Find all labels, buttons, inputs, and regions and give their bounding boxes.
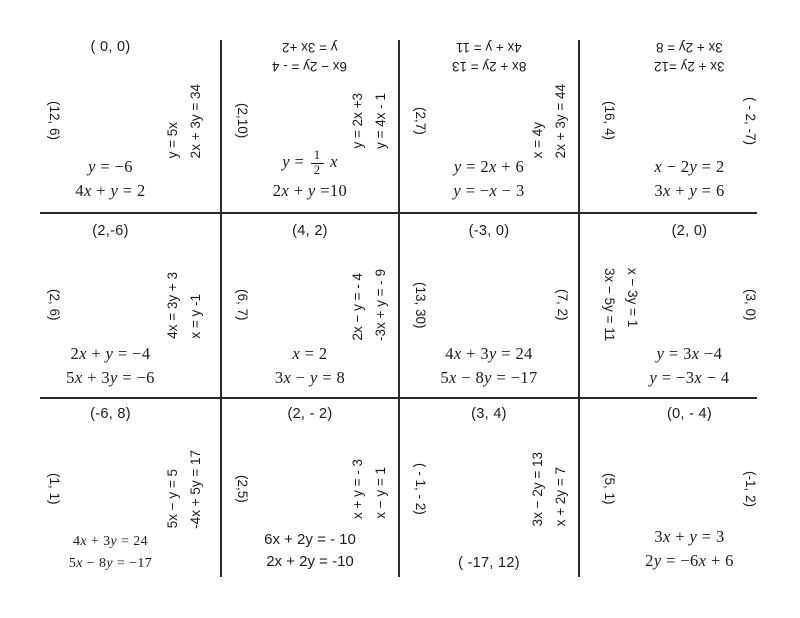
rotated-text-block — [350, 269, 390, 341]
equation-line: 3x − 5y = 11 — [601, 268, 617, 342]
equation-line: 8x + 2y = 13 — [451, 58, 527, 74]
tile-right-text — [530, 398, 570, 580]
coordinate-label: (6, 7) — [234, 289, 250, 321]
equation-line: 6x − 2y = - 4 — [272, 58, 348, 74]
equation-line: 2x + 3y = 34 — [188, 83, 204, 159]
equation-line: y = $\frac{1}{2}$ x — [282, 148, 338, 177]
equation-line: x + y = - 3 — [350, 458, 366, 520]
equation-line: 5x − 8y = −17 — [440, 368, 538, 388]
rotated-text-block — [45, 473, 62, 505]
tile-left-text — [45, 212, 62, 398]
rotated-text-block — [45, 101, 62, 140]
equation-line: y = 4x - 1 — [373, 93, 389, 149]
rotated-text-block — [741, 289, 758, 321]
coordinate-label: (2,7) — [412, 107, 428, 135]
tile-left-text — [233, 30, 250, 212]
equation-line: y = 2x + 6 — [453, 156, 525, 176]
coordinate-label: (2,10) — [234, 103, 250, 139]
tile-right-text — [741, 212, 758, 398]
tile-left-text — [233, 212, 250, 398]
equation-line: y = −x − 3 — [453, 181, 525, 201]
rotated-text-block — [553, 289, 570, 321]
coordinate-label: (-1, 2) — [743, 470, 758, 507]
puzzle-tile-r1c2 — [221, 30, 399, 212]
rotated-text-block — [411, 282, 428, 329]
coordinate-label: ( - 2, -7) — [743, 96, 758, 145]
tile-left-text — [233, 398, 250, 580]
equation-line: 4x + y = 11 — [456, 39, 522, 55]
equation-line: 3x − y = 8 — [274, 368, 346, 388]
tile-right-text — [530, 30, 570, 212]
equation-line: 4x + y = 2 — [75, 181, 146, 201]
rotated-text-block — [165, 84, 205, 158]
equation-line: 4x + 3y = 24 — [445, 343, 533, 363]
equation-line: 3x + 2y = 8 — [656, 39, 723, 55]
equation-line: x = y -1 — [188, 293, 204, 339]
equation-line: 2y = −6x + 6 — [645, 551, 734, 571]
equation-line: y = 3x −4 — [656, 343, 723, 363]
puzzle-tile-r1c4 — [579, 30, 800, 212]
equation-line: y = 2x +3 — [350, 93, 366, 149]
coordinate-label: (2, 0) — [671, 223, 708, 239]
equation-line: 3x + y = 6 — [654, 181, 725, 201]
coordinate-label: (13, 30) — [412, 281, 428, 329]
coordinate-label: (7, 2) — [555, 289, 570, 321]
puzzle-tile-r3c2 — [221, 398, 399, 580]
rotated-text-block — [411, 107, 428, 135]
rotated-text-block — [165, 450, 205, 529]
rotated-text-block — [741, 471, 758, 507]
equation-line: 2x + y =10 — [272, 181, 348, 201]
puzzle-tile-r1c3 — [399, 30, 579, 212]
coordinate-label: (16, 4) — [601, 101, 617, 141]
puzzle-tile-r2c4 — [579, 212, 800, 398]
equation-line: x − 2y = 2 — [654, 156, 725, 176]
equation-line: -3x + y = - 9 — [373, 268, 389, 342]
equation-line: x − y = 1 — [373, 467, 389, 520]
equation-line: x + 2y = 7 — [553, 466, 569, 527]
rotated-text-block — [530, 84, 570, 158]
coordinate-label: ( 0, 0) — [90, 39, 131, 55]
puzzle-tile-r3c1 — [0, 398, 221, 580]
equation-line: 4x = 3y + 3 — [165, 271, 181, 339]
tile-right-text — [553, 212, 570, 398]
coordinate-label: (12, 6) — [46, 101, 62, 141]
equation-line: -4x + 5y = 17 — [188, 449, 204, 529]
rotated-text-block — [530, 452, 570, 526]
coordinate-label: (2, - 2) — [287, 406, 333, 422]
coordinate-label: (3, 4) — [471, 406, 507, 422]
equation-line: x − 3y = 1 — [624, 268, 640, 328]
equation-line: 2x + 3y = 44 — [553, 83, 569, 159]
rotated-text-block — [45, 289, 62, 321]
coordinate-label: (2,5) — [234, 475, 250, 503]
rotated-text-block — [741, 97, 758, 145]
coordinate-label: (1, 1) — [46, 473, 62, 505]
rotated-text-block — [233, 103, 250, 138]
puzzle-tile-r3c3 — [399, 398, 579, 580]
rotated-text-block — [165, 272, 205, 339]
coordinate-label: (0, - 4) — [666, 406, 713, 422]
equation-line: 6x + 2y = - 10 — [264, 530, 356, 548]
rotated-text-block — [411, 463, 428, 515]
equation-line: 4x + 3y = 24 — [72, 534, 149, 549]
tile-left-text — [411, 30, 428, 212]
equation-line: 2x + 2y = -10 — [266, 553, 354, 571]
puzzle-tile-r1c1 — [0, 30, 221, 212]
tile-left-text — [45, 398, 62, 580]
equation-line: 2x + y = −4 — [70, 343, 151, 363]
puzzle-tile-r3c4 — [579, 398, 800, 580]
rotated-text-block — [600, 473, 617, 505]
tile-right-text — [350, 212, 390, 398]
tile-left-text — [411, 212, 428, 398]
coordinate-label: (2, 6) — [46, 289, 62, 321]
tile-right-text — [350, 30, 390, 212]
rotated-text-block — [350, 459, 390, 519]
equation-line: 5x + 3y = −6 — [66, 368, 155, 388]
puzzle-tile-r2c2 — [221, 212, 399, 398]
tile-right-text — [165, 212, 205, 398]
equation-line: x = 2 — [292, 343, 328, 363]
coordinate-label: (3, 0) — [743, 289, 758, 321]
equation-line: y = 3x +2 — [282, 39, 338, 55]
rotated-text-block — [350, 93, 390, 149]
tile-left-text — [600, 398, 617, 580]
coordinate-label: (-6, 8) — [90, 406, 131, 422]
tile-right-text — [741, 30, 758, 212]
equation-line: 5x − 8y = −17 — [68, 555, 153, 571]
equation-line: y = −3x − 4 — [649, 368, 730, 388]
fraction: $\frac{1}{2}$ — [311, 149, 324, 177]
equation-line: y = −6 — [88, 156, 133, 176]
puzzle-tile-r2c3 — [399, 212, 579, 398]
coordinate-label: (5, 1) — [601, 473, 617, 505]
coordinate-label: ( -17, 12) — [458, 554, 520, 571]
coordinate-label: (2,-6) — [92, 223, 129, 239]
equation-line: 5x − y = 5 — [165, 469, 181, 529]
equation-line: 3x + y = 3 — [654, 526, 725, 546]
rotated-text-block — [233, 289, 250, 321]
tile-right-text — [165, 30, 205, 212]
equation-line: x = 4y — [530, 121, 546, 159]
coordinate-label: (4, 2) — [292, 223, 328, 239]
rotated-text-block — [600, 101, 617, 140]
tile-left-text — [45, 30, 62, 212]
equation-line: y = 5x — [165, 121, 181, 159]
equation-line: 3x − 2y = 13 — [530, 451, 546, 527]
equation-line: 3x + 2y =12 — [654, 58, 725, 74]
puzzle-tile-r2c1 — [0, 212, 221, 398]
tile-left-text — [600, 30, 617, 212]
tile-right-text — [741, 398, 758, 580]
tile-left-text — [600, 212, 640, 398]
equation-line: 2x − y = - 4 — [350, 273, 366, 342]
coordinate-label: ( - 1, - 2) — [412, 463, 428, 515]
rotated-text-block — [600, 268, 640, 341]
tile-right-text — [350, 398, 390, 580]
rotated-text-block — [233, 475, 250, 503]
tile-right-text — [165, 398, 205, 580]
coordinate-label: (-3, 0) — [468, 223, 510, 239]
tile-left-text — [411, 398, 428, 580]
